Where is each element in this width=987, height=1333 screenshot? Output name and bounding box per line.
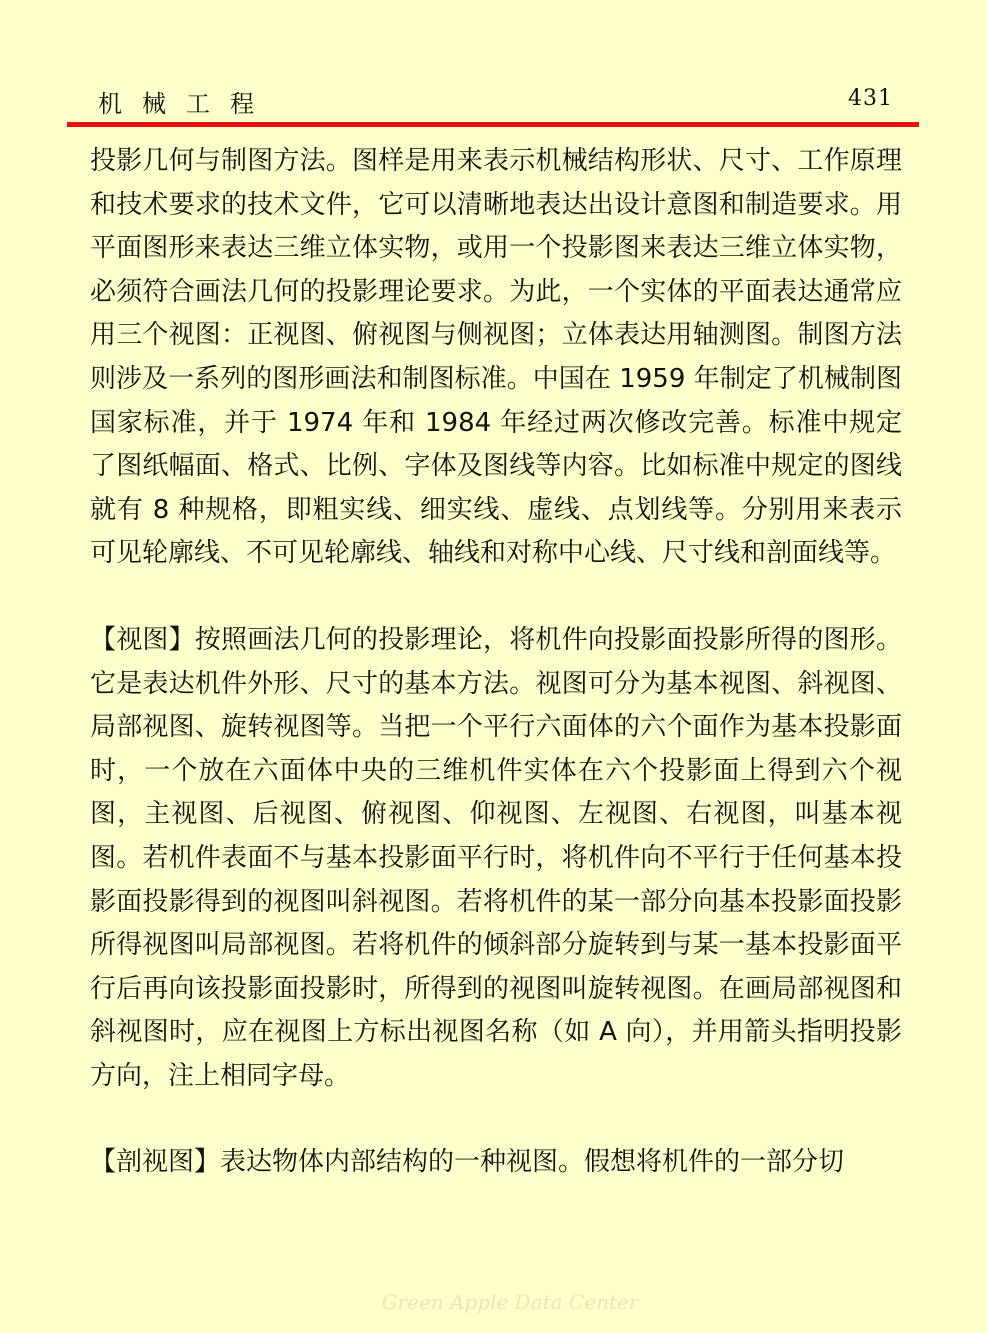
paragraph-projection-geometry: 投影几何与制图方法。图样是用来表示机械结构形状、尺寸、工作原理和技术要求的技术文件，它可以清晰地表达出设计意图和制造要求。用平面图形来表达三维立体实物，或用一个投影图来表达三维立体实物，必须符合画法几何的投影理论要求。为此，一个实体的平面表达通常应用三个视图：正视图、俯视图与侧视图；立体表达用轴测图。制图方法则涉及一系列的图形画法和制图标准。中国在 1959 年制定了机械制图国家标准，并于 1974 年和 1984 年经过两次修改完善。标准中规定了图纸幅面、格式、比例、字体及图线等内容。比如标准中规定的图线就有 8 种规格，即粗实线、细实线、虚线、点划线等。分别用来表示可见轮廓线、不可见轮廓线、轴线和对称中心线、尺寸线和剖面线等。 [90, 146, 902, 569]
header-rule [67, 122, 919, 127]
watermark: Green Apple Data Center [381, 1290, 639, 1314]
page-number: 431 [848, 86, 893, 111]
body-text [90, 140, 902, 1185]
page-header [0, 82, 987, 122]
paragraph-section-view: 【剖视图】表达物体内部结构的一种视图。假想将机件的一部分切 [90, 1147, 845, 1178]
paragraph-view: 【视图】按照画法几何的投影理论，将机件向投影面投影所得的图形。它是表达机件外形、尺寸的基本方法。视图可分为基本视图、斜视图、局部视图、旋转视图等。当把一个平行六面体的六个面作为基本投影面时，一个放在六面体中央的三维机件实体在六个投影面上得到六个视图，主视图、后视图、俯视图、仰视图、左视图、右视图，叫基本视图。若机件表面不与基本投影面平行时，将机件向不平行于任何基本投影面投影得到的视图叫斜视图。若将机件的某一部分向基本投影面投影所得视图叫局部视图。若将机件的倾斜部分旋转到与某一基本投影面平行后再向该投影面投影时，所得到的视图叫旋转视图。在画局部视图和斜视图时，应在视图上方标出视图名称（如 A 向），并用箭头指明投影方向，注上相同字母。 [90, 624, 902, 1091]
running-title: 机械工程 [98, 90, 274, 118]
